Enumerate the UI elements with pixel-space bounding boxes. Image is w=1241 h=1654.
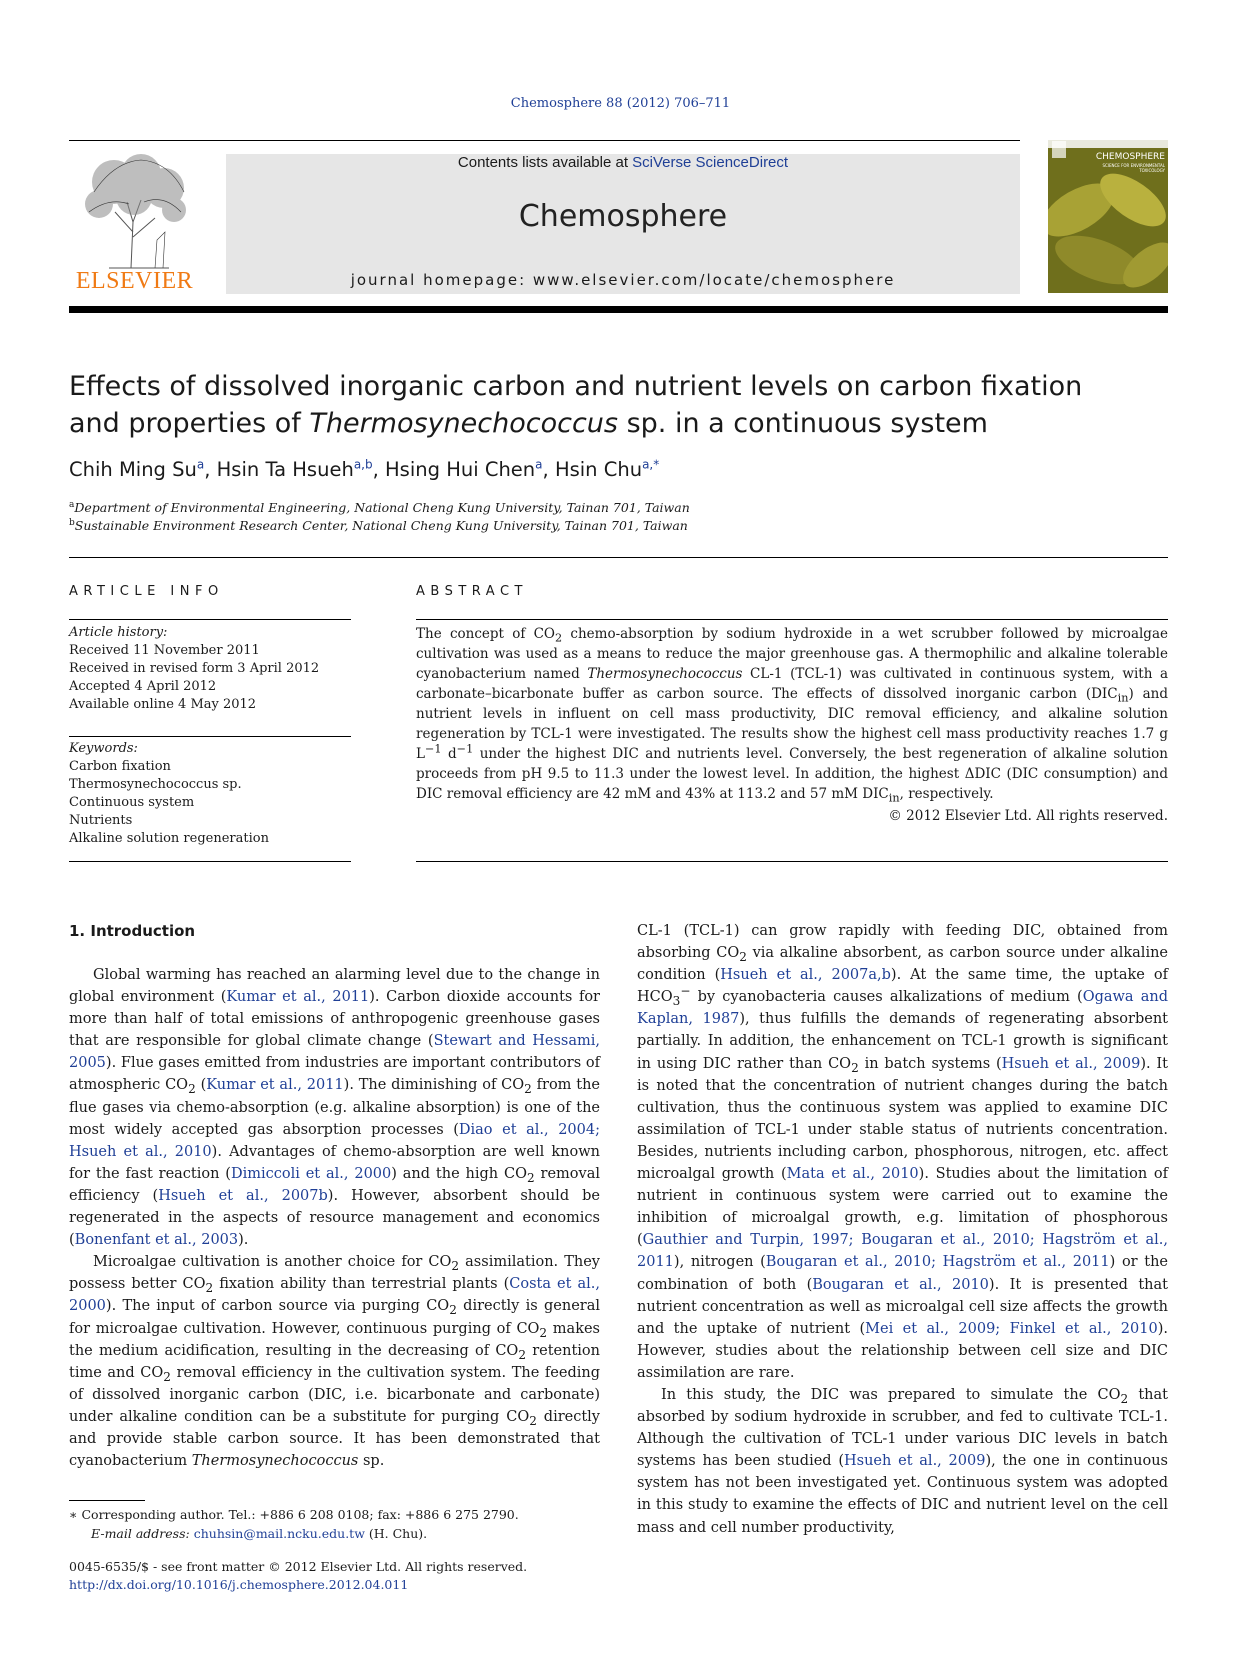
body-paragraph: In this study, the DIC was prepared to simulate the $CO_2$ that absorbed by sodium hydroxide in scrubber, and fed to cultivate TCL-1. Although the cultivation of TCL-1 under various DIC levels in batch systems has been studied (Hsueh et al., 2009), the one in continuous system has not been investigated yet. Continuous system was adopted in this study to examine the effects of DIC and nutrient level on the cell mass and cell number productivity, [637, 1386, 1168, 1536]
citation-link[interactable]: Bonenfant et al., 2003 [74, 1232, 239, 1249]
article-info-rule [69, 736, 351, 737]
keyword: Alkaline solution regeneration [69, 831, 269, 846]
corresponding-author-note: Corresponding author. Tel.: +886 6 208 0108; fax: +886 6 275 2790. [81, 1507, 519, 1522]
citation-link[interactable]: Bougaran et al., 2010; Hagström et al., 2011 [765, 1254, 1110, 1271]
author-name: Chih Ming Su [69, 458, 197, 481]
elsevier-wordmark[interactable]: ELSEVIER [75, 268, 194, 294]
affiliation [69, 500, 969, 515]
body-paragraph: Microalgae cultivation is another choice for $CO_2$ assimilation. They possess better $CO_2$ fixation ability than terrestrial plants (Costa et al., 2000). The input of carbon source via purging $CO_2$ directly is general for microalgae cultivation. However, continuous purging of $CO_2$ makes the medium acidification, resulting in the decreasing of $CO_2$ retention time and $CO_2$ removal efficiency in the cultivation system. The feeding of dissolved inorganic carbon (DIC, i.e. bicarbonate and carbonate) under alkaline condition can be a substitute for purging $CO_2$ directly and provide stable carbon source. It has been demonstrated that cyanobacterium Thermosynechococcus sp. [69, 1254, 600, 1470]
history-item: Received 11 November 2011 [69, 643, 260, 658]
citation-link[interactable]: Kumar et al., 2011 [226, 989, 370, 1006]
citation-link[interactable]: Kumar et al., 2011 [206, 1077, 344, 1094]
title-line-2-post: sp. in a continuous system [617, 408, 988, 439]
footnote [69, 1505, 600, 1543]
title-line-1: Effects of dissolved inorganic carbon and nutrient levels on carbon fixation [69, 371, 1083, 402]
author-affil-link[interactable]: a [196, 457, 205, 472]
history-item: Available online 4 May 2012 [69, 697, 257, 712]
footnote-star: ∗ [69, 1507, 82, 1522]
contents-line [226, 154, 1020, 171]
article-info-rule [69, 619, 351, 620]
citation-link[interactable]: Hsueh et al., 2009 [1001, 1055, 1141, 1072]
header-rule [69, 140, 1020, 141]
abstract-heading: ABSTRACT [416, 584, 528, 599]
email-label: E-mail address: [91, 1526, 190, 1541]
author-affil-link[interactable]: a [535, 457, 543, 472]
abstract-rule [416, 619, 1168, 620]
section-rule [69, 557, 1168, 558]
author-name: Hsin Chu [554, 458, 643, 481]
journal-name: Chemosphere [518, 199, 728, 234]
author-affil-link[interactable]: a,b [353, 457, 373, 472]
article-history [69, 624, 351, 714]
article-info-rule [69, 861, 351, 862]
affiliation-mark: a [69, 499, 75, 510]
citation-link[interactable]: Gauthier and Turpin, 1997; Bougaran et al., 2010; Hagström et al., 2011 [637, 1232, 1168, 1271]
citation-link[interactable]: Costa et al., 2000 [69, 1276, 600, 1315]
body-paragraph: CL-1 (TCL-1) can grow rapidly with feeding DIC, obtained from absorbing $CO_2$ via alkaline absorbent, as carbon source under alkaline condition (Hsueh et al., 2007a,b). At the same time, the uptake of $HCO_3^-$ by cyanobacteria causes alkalizations of medium (Ogawa and Kaplan, 1987), thus fulfills the demands of regenerating absorbent partially. In addition, the enhancement on TCL-1 growth is significant in using DIC rather than $CO_2$ in batch systems (Hsueh et al., 2009). It is noted that the concentration of nutrient changes during the batch cultivation, thus the continuous system was applied to examine DIC assimilation of TCL-1 under stable status of nutrients concentration. Besides, nutrients including carbon, phosphorous, nitrogen, etc. affect microalgal growth (Mata et al., 2010). Studies about the limitation of nutrient in continuous system were carried out to examine the inhibition of microalgal growth, e.g. limitation of phosphorous (Gauthier and Turpin, 1997; Bougaran et al., 2010; Hagström et al., 2011), nitrogen (Bougaran et al., 2010; Hagström et al., 2011) or the combination of both (Bougaran et al., 2010). It is presented that nutrient concentration as well as microalgal cell size affects the growth and the uptake of nutrient (Mei et al., 2009; Finkel et al., 2010). However, studies about the relationship between cell size and DIC assimilation are rare. [637, 923, 1168, 1381]
citation-link[interactable]: Diao et al., 2004; Hsueh et al., 2010 [69, 1121, 600, 1160]
citation-link[interactable]: Bougaran et al., 2010 [812, 1276, 989, 1293]
article-title [69, 368, 1169, 442]
sciencedirect-link[interactable]: SciVerse ScienceDirect [632, 154, 789, 171]
issn-line: 0045-6535/$ - see front matter © 2012 Elsevier Ltd. All rights reserved. [69, 1559, 528, 1574]
affiliation-text: Sustainable Environment Research Center, National Cheng Kung University, Tainan 701, Taiwan [74, 518, 688, 533]
journal-homepage[interactable]: journal homepage: www.elsevier.com/locate/chemosphere [350, 271, 896, 289]
history-label: Article history: [69, 625, 168, 640]
affiliation-text: Department of Environmental Engineering, National Cheng Kung University, Tainan 701, Taiwan [74, 500, 690, 515]
journal-cover-image[interactable] [1048, 140, 1168, 293]
body-column-right [637, 920, 1168, 1539]
citation-link[interactable]: Ogawa and Kaplan, 1987 [637, 989, 1168, 1028]
email-link[interactable]: chuhsin@mail.ncku.edu.tw [193, 1526, 365, 1541]
title-organism: Thermosynechococcus [309, 408, 618, 439]
doi-link[interactable]: http://dx.doi.org/10.1016/j.chemosphere.2012.04.011 [69, 1577, 409, 1592]
title-line-2-pre: and properties of [69, 408, 310, 439]
citation-link[interactable]: Hsueh et al., 2009 [844, 1453, 986, 1470]
history-item: Received in revised form 3 April 2012 [69, 661, 320, 676]
introduction-heading: 1. Introduction [69, 922, 196, 940]
body-paragraph: Global warming has reached an alarming level due to the change in global environment (Kumar et al., 2011). Carbon dioxide accounts for more than half of total emissions of anthropogenic greenhouse gases that are responsible for global climate change (Stewart and Hessami, 2005). Flue gases emitted from industries are important contributors of atmospheric $CO_2$ (Kumar et al., 2011). The diminishing of $CO_2$ from the flue gases via chemo-absorption (e.g. alkaline absorption) is one of the most widely accepted gas absorption processes (Diao et al., 2004; Hsueh et al., 2010). Advantages of chemo-absorption are well known for the fast reaction (Dimiccoli et al., 2000) and the high $CO_2$ removal efficiency (Hsueh et al., 2007b). However, absorbent should be regenerated in the aspects of resource management and economics (Bonenfant et al., 2003). [69, 967, 601, 1249]
keyword: Nutrients [69, 813, 133, 828]
author-name: Hsing Hui Chen [385, 458, 536, 481]
keyword: Carbon fixation [69, 759, 171, 774]
citation-link[interactable]: Mei et al., 2009; Finkel et al., 2010 [865, 1320, 1158, 1337]
journal-citation[interactable]: Chemosphere 88 (2012) 706–711 [510, 96, 731, 111]
abstract-rule [416, 861, 1168, 862]
keyword: Continuous system [69, 795, 195, 810]
cover-title: CHEMOSPHERE [1095, 152, 1165, 162]
author-affil-link[interactable]: a,* [642, 457, 660, 472]
email-suffix: (H. Chu). [368, 1526, 428, 1541]
keywords-label: Keywords: [69, 741, 138, 756]
article-info-heading: ARTICLE INFO [69, 584, 224, 599]
affiliation [69, 518, 969, 533]
author-list: Chih Ming Su$^a$, Hsin Ta Hsueh$^{a,b}$, Hsing Hui Chen$^a$, Hsin Chu$^{a,*}$ [69, 457, 660, 481]
citation-link[interactable]: Stewart and Hessami, 2005 [69, 1033, 601, 1072]
abstract-copyright: © 2012 Elsevier Ltd. All rights reserved. [888, 808, 1168, 824]
contents-prefix: Contents lists available at [457, 154, 633, 171]
abstract-text: The concept of $CO_2$ chemo-absorption by sodium hydroxide in a wet scrubber followed by microalgae cultivation was used as a means to reduce the major greenhouse gas. A thermophilic and alkaline tolerable cyanobacterium named Thermosynechococcus CL-1 (TCL-1) was cultivated in continuous system, with a carbonate–bicarbonate buffer as carbon source. The effects of dissolved inorganic carbon $(DIC_{in})$ and nutrient levels in influent on cell mass productivity, DIC removal efficiency, and alkaline solution regeneration by TCL-1 were investigated. The results show the highest cell mass productivity reaches 1.7 g $L^{-1}$ $d^{-1}$ under the highest DIC and nutrients level. Conversely, the best regeneration of alkaline solution proceeds from pH 9.5 to 11.3 under the lowest level. In addition, the highest ΔDIC (DIC consumption) and DIC removal efficiency are 42 mM and 43% at 113.2 and 57 mM $DIC_{in}$, respectively. [416, 626, 1169, 805]
cover-subtitle: SCIENCE FOR ENVIRONMENTAL TOXICOLOGY [1102, 163, 1165, 173]
footnote-rule [69, 1500, 145, 1501]
author-name: Hsin Ta Hsueh [216, 458, 354, 481]
citation-link[interactable]: Dimiccoli et al., 2000 [230, 1165, 392, 1182]
keywords [69, 740, 351, 848]
body-column-left [69, 964, 600, 1472]
keyword: Thermosynechococcus sp. [69, 777, 242, 792]
citation-link[interactable]: Hsueh et al., 2007b [158, 1187, 328, 1204]
history-item: Accepted 4 April 2012 [69, 679, 217, 694]
issn-block [69, 1558, 600, 1594]
affiliation-mark: b [69, 517, 75, 528]
citation-link[interactable]: Hsueh et al., 2007a,b [720, 967, 891, 984]
citation-link[interactable]: Mata et al., 2010 [786, 1166, 919, 1183]
header-thick-rule [69, 306, 1168, 313]
